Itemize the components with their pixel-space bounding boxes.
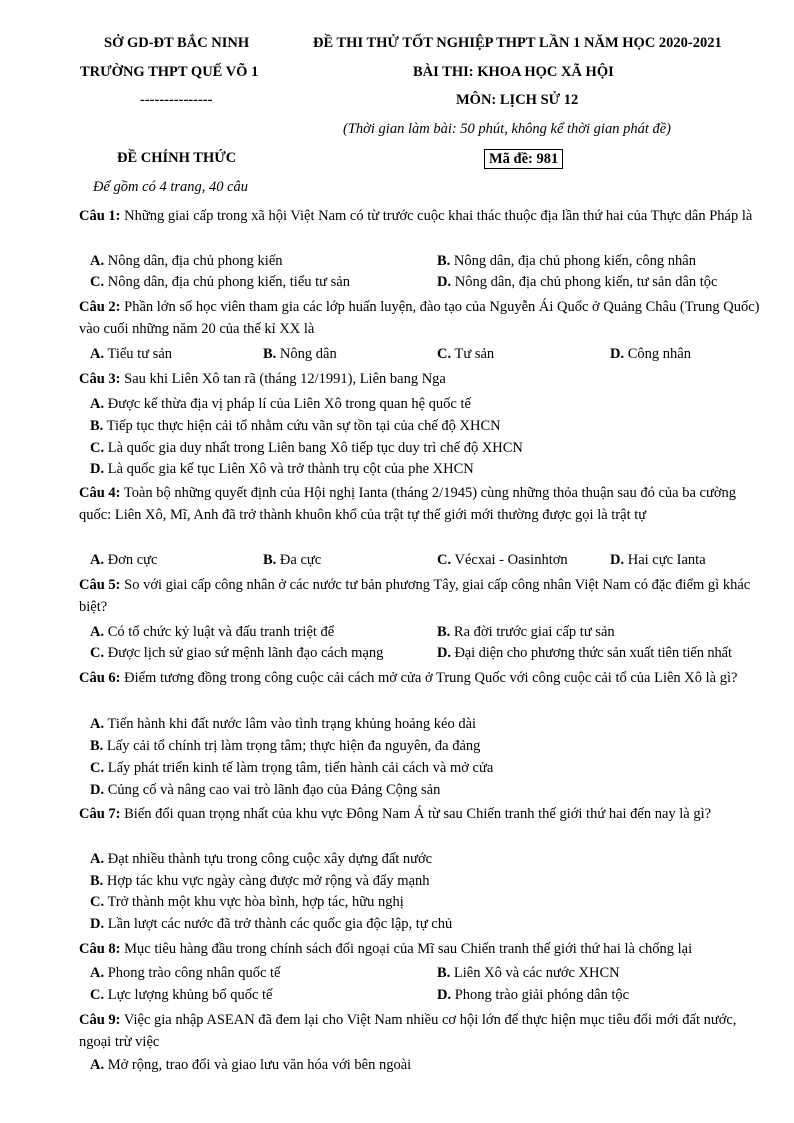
option-letter: A. [90,253,105,269]
option-6c[interactable] [90,758,493,779]
option-letter: C. [437,346,452,362]
option-2c[interactable] [437,344,494,365]
option-text: Được lịch sử giao sứ mệnh lãnh đạo cách mạng [107,645,384,661]
option-text: Ra đời trước giai cấp tư sản [453,624,615,640]
option-text: Tư sản [454,346,495,362]
page-note: Để gồm có 4 trang, 40 câu [93,179,249,195]
option-3b[interactable] [90,416,501,437]
option-letter: C. [90,440,105,456]
option-6a[interactable] [90,714,476,735]
option-letter: C. [90,760,105,776]
question-number: Câu 8: [79,941,121,957]
option-text: Củng cố và nâng cao vai trò lãnh đạo của Đảng Cộng sản [107,782,441,798]
option-text: Là quốc gia duy nhất trong Liên bang Xô tiếp tục duy trì chế độ XHCN [107,440,523,456]
exam-title: ĐỀ THI THỬ TỐT NGHIỆP THPT LẦN 1 NĂM HỌC 2020-2021 [313,35,722,51]
option-letter: A. [90,965,105,981]
option-4b[interactable] [263,550,321,571]
option-7d[interactable] [90,914,452,935]
option-letter: B. [437,965,451,981]
option-7a[interactable] [90,849,432,870]
option-letter: C. [90,645,105,661]
option-2a[interactable] [90,344,172,365]
option-letter: B. [263,552,277,568]
option-text: Là quốc gia kế tục Liên Xô và trở thành trụ cột của phe XHCN [107,461,474,477]
option-5a[interactable] [90,622,334,643]
question-number: Câu 6: [79,670,121,686]
option-text: Đa cực [279,552,322,568]
question-text: Sau khi Liên Xô tan rã (tháng 12/1991), Liên bang Nga [124,371,446,387]
option-1c[interactable] [90,272,350,293]
option-3a[interactable] [90,394,471,415]
option-text: Trở thành một khu vực hòa bình, hợp tác, hữu nghị [107,894,404,910]
option-text: Lực lượng khủng bố quốc tế [107,987,273,1003]
option-letter: B. [437,624,451,640]
option-letter: B. [90,873,104,889]
option-letter: C. [90,274,105,290]
question-number: Câu 3: [79,371,121,387]
option-text: Đạt nhiều thành tựu trong công cuộc xây dựng đất nước [107,851,433,867]
option-text: Nông dân [279,346,337,362]
question-number: Câu 9: [79,1012,121,1028]
subject-title: MÔN: LỊCH SỬ 12 [456,92,579,108]
option-text: Phong trào giải phóng dân tộc [454,987,630,1003]
option-text: Tiếp tục thực hiện cải tổ nhằm cứu vãn sự tồn tại của chế độ XHCN [106,418,501,434]
option-text: Lấy cải tổ chính trị làm trọng tâm; thực hiện đa nguyên, đa đảng [106,738,481,754]
option-2b[interactable] [263,344,337,365]
option-letter: A. [90,552,105,568]
option-letter: C. [437,552,452,568]
option-8d[interactable] [437,985,629,1006]
option-3d[interactable] [90,459,474,480]
option-6d[interactable] [90,780,440,801]
question-5 [79,574,769,619]
option-5b[interactable] [437,622,615,643]
option-9a[interactable] [90,1055,411,1076]
option-text: Công nhân [627,346,691,362]
option-letter: B. [90,738,104,754]
time-note: (Thời gian làm bài: 50 phút, không kể thời gian phát đề) [343,121,671,137]
exam-code-box: Mã đề: 981 [484,149,563,169]
option-letter: D. [437,274,452,290]
option-text: Nông dân, địa chủ phong kiến, tư sản dân tộc [454,274,718,290]
option-text: Đại diện cho phương thức sản xuất tiên tiến nhất [454,645,732,661]
option-8b[interactable] [437,963,620,984]
option-letter: C. [90,894,105,910]
option-5d[interactable] [437,643,732,664]
question-text: Mục tiêu hàng đầu trong chính sách đối ngoại của Mĩ sau Chiến tranh thế giới thứ hai là chống lại [124,941,693,957]
option-letter: D. [610,552,625,568]
option-4d[interactable] [610,550,706,571]
option-3c[interactable] [90,438,523,459]
option-letter: D. [437,987,452,1003]
question-4 [79,482,769,527]
option-text: Đơn cực [107,552,158,568]
option-letter: D. [90,916,105,932]
option-letter: B. [263,346,277,362]
option-letter: A. [90,396,105,412]
question-text: Phần lớn số học viên tham gia các lớp huấn luyện, đào tạo của Nguyễn Ái Quốc ở Quảng Châu (Trung Quốc) vào cuối những năm 20 của thế kỉ XX là [79,299,760,338]
option-text: Hai cực Ianta [627,552,706,568]
question-3 [79,368,769,390]
question-text: Biến đổi quan trọng nhất của khu vực Đông Nam Á từ sau Chiến tranh thế giới thứ hai đến nay là gì? [124,806,712,822]
option-text: Nông dân, địa chủ phong kiến [107,253,283,269]
option-5c[interactable] [90,643,383,664]
option-1d[interactable] [437,272,718,293]
option-letter: C. [90,987,105,1003]
question-8 [79,938,769,960]
question-2 [79,296,769,341]
option-letter: A. [90,716,105,732]
option-7b[interactable] [90,871,430,892]
option-text: Được kế thừa địa vị pháp lí của Liên Xô trong quan hệ quốc tế [107,396,471,412]
department-name: SỞ GD-ĐT BẮC NINH [104,35,250,51]
option-letter: D. [437,645,451,661]
option-text: Lấy phát triển kinh tế làm trọng tâm, tiến hành cải cách và mở cửa [107,760,494,776]
option-text: Phong trào công nhân quốc tế [107,965,281,981]
exam-subject-group: BÀI THI: KHOA HỌC XÃ HỘI [413,64,614,80]
official-label: ĐỀ CHÍNH THỨC [117,150,237,166]
question-text: Điểm tương đồng trong công cuộc cải cách mở cửa ở Trung Quốc với công cuộc cải tổ của Liên Xô là gì? [124,670,738,686]
option-text: Liên Xô và các nước XHCN [453,965,620,981]
option-8c[interactable] [90,985,272,1006]
option-text: Mở rộng, trao đổi và giao lưu văn hóa với bên ngoài [107,1057,412,1073]
question-text: So với giai cấp công nhân ở các nước tư bản phương Tây, giai cấp công nhân Việt Nam có đặc điểm gì khác biệt? [79,577,751,616]
option-text: Tiểu tư sản [107,346,173,362]
option-text: Nông dân, địa chủ phong kiến, tiểu tư sản [107,274,350,290]
question-number: Câu 5: [79,577,121,593]
question-7 [79,803,769,825]
option-text: Lần lượt các nước đã trở thành các quốc gia độc lập, tự chủ [107,916,453,932]
question-number: Câu 1: [79,208,121,224]
option-letter: A. [90,624,105,640]
option-text: Nông dân, địa chủ phong kiến, công nhân [453,253,696,269]
question-text: Những giai cấp trong xã hội Việt Nam có từ trước cuộc khai thác thuộc địa lần thứ hai của Thực dân Pháp là [124,208,753,224]
question-text: Toàn bộ những quyết định của Hội nghị Ianta (tháng 2/1945) cùng những thỏa thuận sau đó của ba cường quốc: Liên Xô, Mĩ, Anh đã trở thành khuôn khổ của trật tự thế giới mới thường được gọi là trật tự [79,485,736,524]
question-1 [79,205,769,227]
option-4a[interactable] [90,550,157,571]
option-4c[interactable] [437,550,568,571]
question-number: Câu 7: [79,806,121,822]
option-letter: D. [90,461,105,477]
header-dashes: --------------- [140,92,213,108]
option-7c[interactable] [90,892,404,913]
option-1a[interactable] [90,251,283,272]
option-letter: B. [90,418,104,434]
question-6 [79,667,769,689]
option-letter: A. [90,1057,105,1073]
question-9 [79,1009,769,1054]
option-1b[interactable] [437,251,696,272]
option-text: Vécxai - Oasinhtơn [454,552,568,568]
question-text: Việc gia nhập ASEAN đã đem lại cho Việt Nam nhiều cơ hội lớn để thực hiện mục tiêu đổi mới đất nước, ngoại trừ việc [79,1012,737,1051]
option-8a[interactable] [90,963,281,984]
option-6b[interactable] [90,736,480,757]
option-letter: D. [90,782,105,798]
question-number: Câu 4: [79,485,121,501]
option-text: Có tổ chức kỷ luật và đấu tranh triệt để [107,624,335,640]
option-text: Hợp tác khu vực ngày càng được mở rộng và đẩy mạnh [106,873,430,889]
option-2d[interactable] [610,344,691,365]
option-letter: D. [610,346,625,362]
option-letter: A. [90,346,105,362]
question-number: Câu 2: [79,299,121,315]
school-name: TRƯỜNG THPT QUẾ VÕ 1 [80,64,259,80]
option-letter: A. [90,851,105,867]
option-text: Tiến hành khi đất nước lâm vào tình trạng khủng hoảng kéo dài [107,716,477,732]
option-letter: B. [437,253,451,269]
